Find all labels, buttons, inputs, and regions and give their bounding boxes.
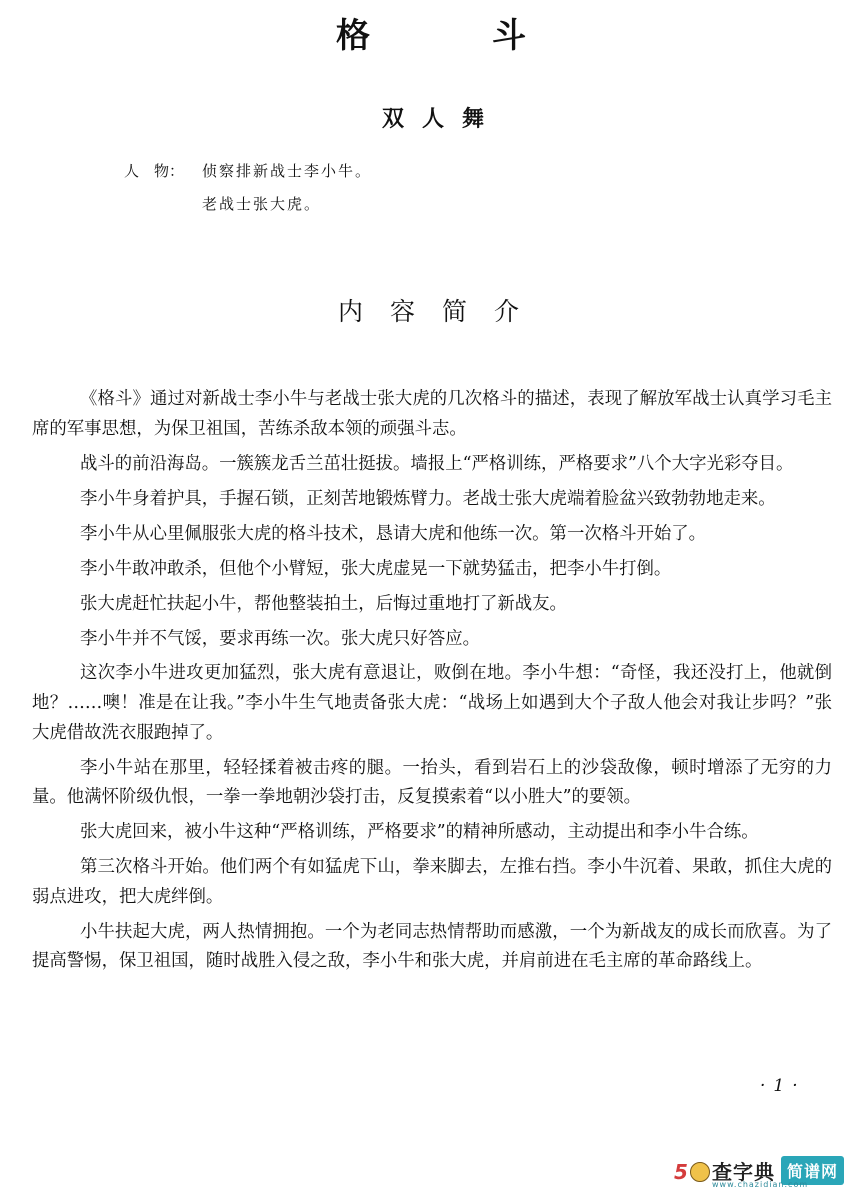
paragraph: 李小牛站在那里，轻轻揉着被击疼的腿。一抬头，看到岩石上的沙袋敌像，顿时增添了无穷的力量。他满怀阶级仇恨，一拳一拳地朝沙袋打击，反复摸索着“以小胜大”的要领。 [32, 757, 832, 808]
paragraph: 张大虎赶忙扶起小牛，帮他整装拍土，后悔过重地打了新战友。 [80, 593, 567, 614]
paragraph: 《格斗》通过对新战士李小牛与老战士张大虎的几次格斗的描述，表现了解放军战士认真学习毛主席的军事思想，为保卫祖国，苦练杀敌本领的顽强斗志。 [32, 389, 832, 439]
paragraph: 张大虎回来，被小牛这种“严格训练，严格要求”的精神所感动，主动提出和李小牛合练。 [80, 822, 759, 843]
paragraph: 李小牛从心里佩服张大虎的格斗技术，恳请大虎和他练一次。第一次格斗开始了。 [80, 523, 707, 544]
section-title: 内容简介 [337, 297, 546, 326]
synopsis-body [32, 385, 832, 982]
paragraph: 李小牛敢冲敢杀，但他个小臂短，张大虎虚晃一下就势猛击，把李小牛打倒。 [80, 558, 672, 579]
roles-label: 人 物： [124, 162, 185, 180]
paragraph: 第三次格斗开始。他们两个有如猛虎下山，拳来脚去，左推右挡。李小牛沉着、果敢，抓住大虎的弱点进攻，把大虎绊倒。 [32, 857, 832, 907]
title-char-2: 斗 [492, 16, 528, 56]
watermark-url: www.chazidian.com [712, 1180, 809, 1189]
page-title [0, 8, 864, 58]
watermark-badge: 简谱网 [781, 1156, 844, 1185]
paragraph: 李小牛并不气馁，要求再练一次。张大虎只好答应。 [80, 628, 480, 649]
watermark-text: 查字典 [712, 1160, 775, 1184]
role-line-1: 侦察排新战士李小牛。 [202, 162, 373, 180]
mascot-icon [672, 1158, 710, 1184]
role-line-2: 老战士张大虎。 [202, 195, 322, 213]
paragraph: 这次李小牛进攻更加猛烈，张大虎有意退让，败倒在地。李小牛想：“奇怪，我还没打上，他就倒地？……噢！准是在让我。”李小牛生气地责备张大虎：“战场上如遇到大个子敌人他会对我让步吗？”张大虎借故洗衣服跑掉了。 [32, 663, 832, 743]
subtitle: 双人舞 [381, 106, 502, 132]
paragraph: 李小牛身着护具，手握石锁，正刻苦地锻炼臂力。老战士张大虎端着脸盆兴致勃勃地走来。 [80, 488, 776, 509]
watermark-five: 5 [674, 1159, 688, 1184]
paragraph: 小牛扶起大虎，两人热情拥抱。一个为老同志热情帮助而感激，一个为新战友的成长而欣喜。为了提高警惕，保卫祖国，随时战胜入侵之敌，李小牛和张大虎，并肩前进在毛主席的革命路线上。 [32, 921, 832, 972]
title-char-1: 格 [336, 16, 372, 56]
watermark-logo [672, 1154, 864, 1187]
paragraph: 战斗的前沿海岛。一簇簇龙舌兰茁壮挺拔。墙报上“严格训练，严格要求”八个大字光彩夺目。 [80, 453, 794, 474]
page-number: ·1· [760, 1076, 806, 1096]
